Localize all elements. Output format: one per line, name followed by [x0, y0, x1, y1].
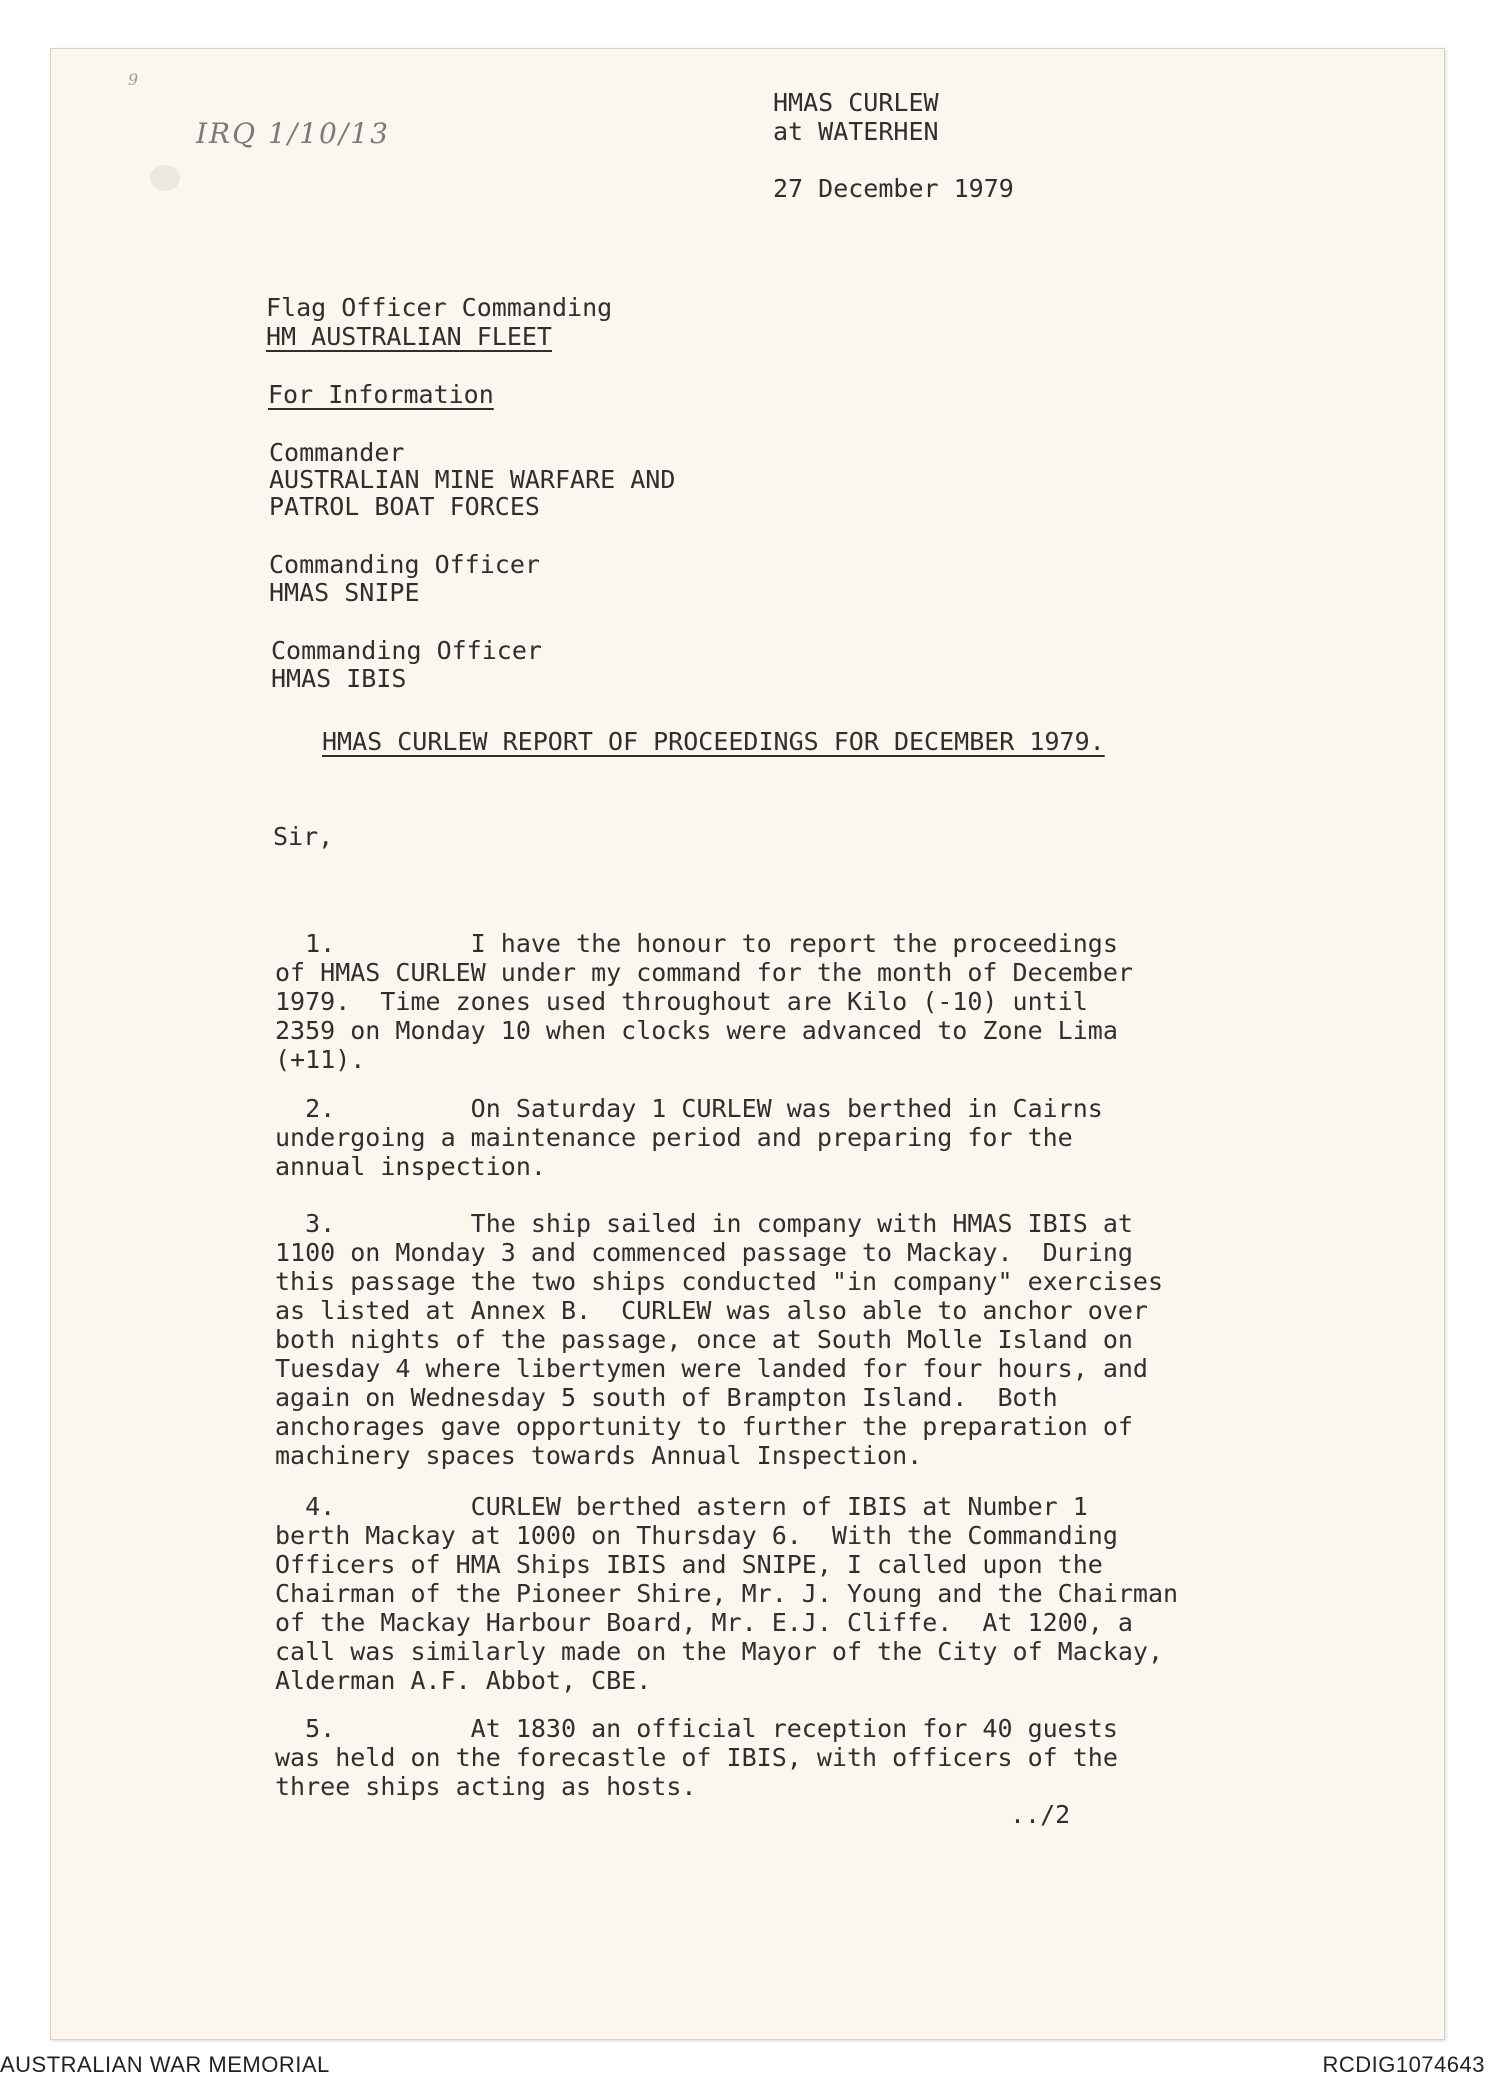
paragraph-4 — [275, 1463, 1275, 1695]
handwritten-annotation: IRQ 1/10/13 — [196, 117, 390, 150]
copy-3-line-2: HMAS IBIS — [271, 664, 407, 693]
paragraph-3-number: 3. — [305, 1209, 336, 1238]
paragraph-5 — [275, 1685, 1275, 1801]
paragraph-2-number: 2. — [305, 1094, 336, 1123]
header-location: at WATERHEN — [773, 117, 939, 146]
paragraph-1 — [275, 900, 1275, 1074]
paragraph-5-number: 5. — [305, 1714, 336, 1743]
copy-1-line-2: AUSTRALIAN MINE WARFARE AND — [269, 465, 676, 494]
header-ship: HMAS CURLEW — [773, 88, 939, 117]
corner-pencil-mark: 9 — [128, 70, 139, 89]
copy-2-line-2: HMAS SNIPE — [269, 578, 420, 607]
report-title: HMAS CURLEW REPORT OF PROCEEDINGS FOR DECEMBER 1979. — [322, 727, 1105, 756]
for-information-heading: For Information — [268, 380, 494, 409]
paragraph-1-number: 1. — [305, 929, 336, 958]
paragraph-5-text: At 1830 an official reception for 40 guests was held on the forecastle of IBIS, with officers of the three ships acting as hosts. — [275, 1714, 1118, 1801]
footer-id: RCDIG1074643 — [1322, 2052, 1485, 2077]
paragraph-4-text: CURLEW berthed astern of IBIS at Number 1 berth Mackay at 1000 on Thursday 6. With the Commanding Officers of HMA Ships IBIS and SNIPE, I called upon the Chairman of the Pioneer Shire, Mr. J. Young and the Chairman of the Mackay Harbour Board, Mr. E.J. Cliffe. At 1200, a call was similarly made on the Mayor of the City of Mackay, Alderman A.F. Abbot, CBE. — [275, 1492, 1179, 1695]
copy-2-line-1: Commanding Officer — [269, 550, 540, 579]
continuation-marker: ../2 — [1010, 1800, 1071, 1829]
addressee-line-1: Flag Officer Commanding — [266, 293, 613, 322]
copy-3-line-1: Commanding Officer — [271, 636, 542, 665]
salutation: Sir, — [273, 822, 334, 851]
paragraph-3 — [275, 1180, 1275, 1470]
paragraph-1-text: I have the honour to report the proceedings of HMAS CURLEW under my command for the month of December 1979. Time zones used throughout are Kilo (-10) until 2359 on Monday 10 when clocks were advanced to Zone Lima (+11). — [275, 929, 1133, 1074]
copy-1-line-3: PATROL BOAT FORCES — [269, 492, 540, 521]
paragraph-3-text: The ship sailed in company with HMAS IBIS at 1100 on Monday 3 and commenced passage to Mackay. During this passage the two ships conducted "in company" exercises as listed at Annex B. CURLEW was also able to anchor over both nights of the passage, once at South Molle Island on Tuesday 4 where libertymen were landed for four hours, and again on Wednesday 5 south of Brampton Island. Both anchorages gave opportunity to further the preparation of machinery spaces towards Annual Inspection. — [275, 1209, 1164, 1470]
paragraph-2 — [275, 1065, 1275, 1181]
paragraph-4-number: 4. — [305, 1492, 336, 1521]
header-date: 27 December 1979 — [773, 174, 1014, 203]
footer-source: AUSTRALIAN WAR MEMORIAL — [0, 2052, 330, 2077]
paper-smudge — [150, 165, 180, 191]
copy-1-line-1: Commander — [269, 438, 405, 467]
paragraph-2-text: On Saturday 1 CURLEW was berthed in Cairns undergoing a maintenance period and preparing for the annual inspection. — [275, 1094, 1103, 1181]
addressee-line-2: HM AUSTRALIAN FLEET — [266, 322, 552, 351]
